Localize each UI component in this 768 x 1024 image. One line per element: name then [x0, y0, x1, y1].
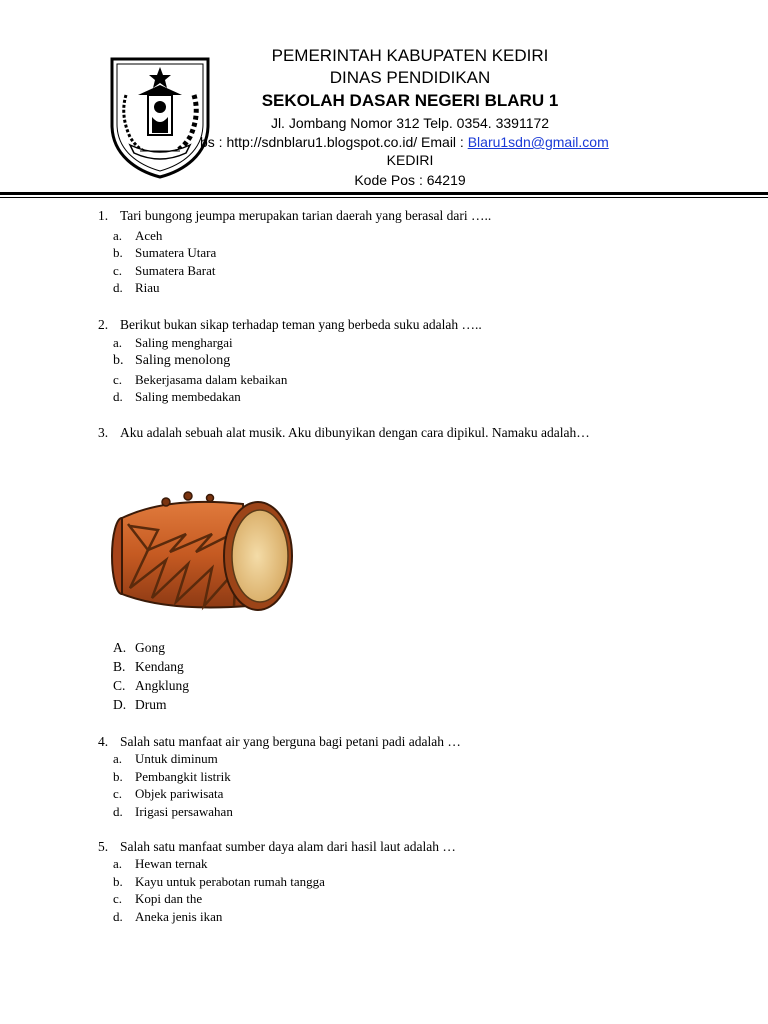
- header-city: KEDIRI: [386, 152, 434, 168]
- option-3a: A. Gong: [113, 640, 165, 655]
- header-divider-thin: [0, 197, 768, 198]
- question-text: Aku adalah sebuah alat musik. Aku dibunyikan dengan cara dipikul. Namaku adalah…: [120, 425, 590, 440]
- option-1b: b. Sumatera Utara: [113, 245, 217, 260]
- question-4: 4. Salah satu manfaat air yang berguna bagi petani padi adalah …: [98, 734, 461, 749]
- question-2: 2. Berikut bukan sikap terhadap teman yang berbeda suku adalah …..: [98, 317, 482, 332]
- header-divider-thick: [0, 192, 768, 195]
- option-1c: c. Sumatera Barat: [113, 263, 216, 278]
- option-3b: B. Kendang: [113, 659, 184, 674]
- header-government: PEMERINTAH KABUPATEN KEDIRI: [271, 46, 549, 65]
- header-address: Jl. Jombang Nomor 312 Telp. 0354. 3391172: [270, 115, 550, 131]
- header-email-link[interactable]: Blaru1sdn@gmail.com: [467, 134, 609, 150]
- option-2d: d. Saling membedakan: [113, 389, 241, 404]
- option-4d: d. Irigasi persawahan: [113, 804, 233, 819]
- option-5d: d. Aneka jenis ikan: [113, 909, 223, 924]
- option-2c: c. Bekerjasama dalam kebaikan: [113, 372, 288, 387]
- header-school-name: SEKOLAH DASAR NEGERI BLARU 1: [261, 91, 559, 110]
- option-2b: b. Saling menolong: [113, 353, 231, 368]
- option-4b: b. Pembangkit listrik: [113, 769, 231, 784]
- header-postal-code: Kode Pos : 64219: [354, 172, 466, 188]
- kendang-drum-image: [108, 490, 293, 615]
- regency-crest-logo: [108, 55, 212, 179]
- option-5a: a. Hewan ternak: [113, 856, 208, 871]
- question-1: 1. Tari bungong jeumpa merupakan tarian daerah yang berasal dari …..: [98, 208, 492, 223]
- option-2a: a. Saling menghargai: [113, 335, 233, 350]
- header-website: bs : http://sdnblaru1.blogspot.co.id/ Email :: [200, 134, 468, 150]
- option-1a: a. Aceh: [113, 228, 163, 243]
- question-text: Berikut bukan sikap terhadap teman yang berbeda suku adalah …..: [120, 317, 482, 332]
- question-text: Salah satu manfaat sumber daya alam dari hasil laut adalah …: [120, 839, 456, 854]
- header-department: DINAS PENDIDIKAN: [329, 68, 491, 87]
- option-3c: C. Angklung: [113, 678, 189, 693]
- header-contact-line: [200, 134, 609, 150]
- option-3d: D. Drum: [113, 697, 167, 712]
- question-3: 3. Aku adalah sebuah alat musik. Aku dibunyikan dengan cara dipikul. Namaku adalah…: [98, 425, 590, 440]
- option-4c: c. Objek pariwisata: [113, 786, 224, 801]
- option-5c: c. Kopi dan the: [113, 891, 203, 906]
- option-4a: a. Untuk diminum: [113, 751, 218, 766]
- option-1d: d. Riau: [113, 280, 160, 295]
- question-text: Salah satu manfaat air yang berguna bagi petani padi adalah …: [120, 734, 461, 749]
- option-5b: b. Kayu untuk perabotan rumah tangga: [113, 874, 325, 889]
- question-text: Tari bungong jeumpa merupakan tarian daerah yang berasal dari …..: [120, 208, 492, 223]
- question-5: 5. Salah satu manfaat sumber daya alam dari hasil laut adalah …: [98, 839, 456, 854]
